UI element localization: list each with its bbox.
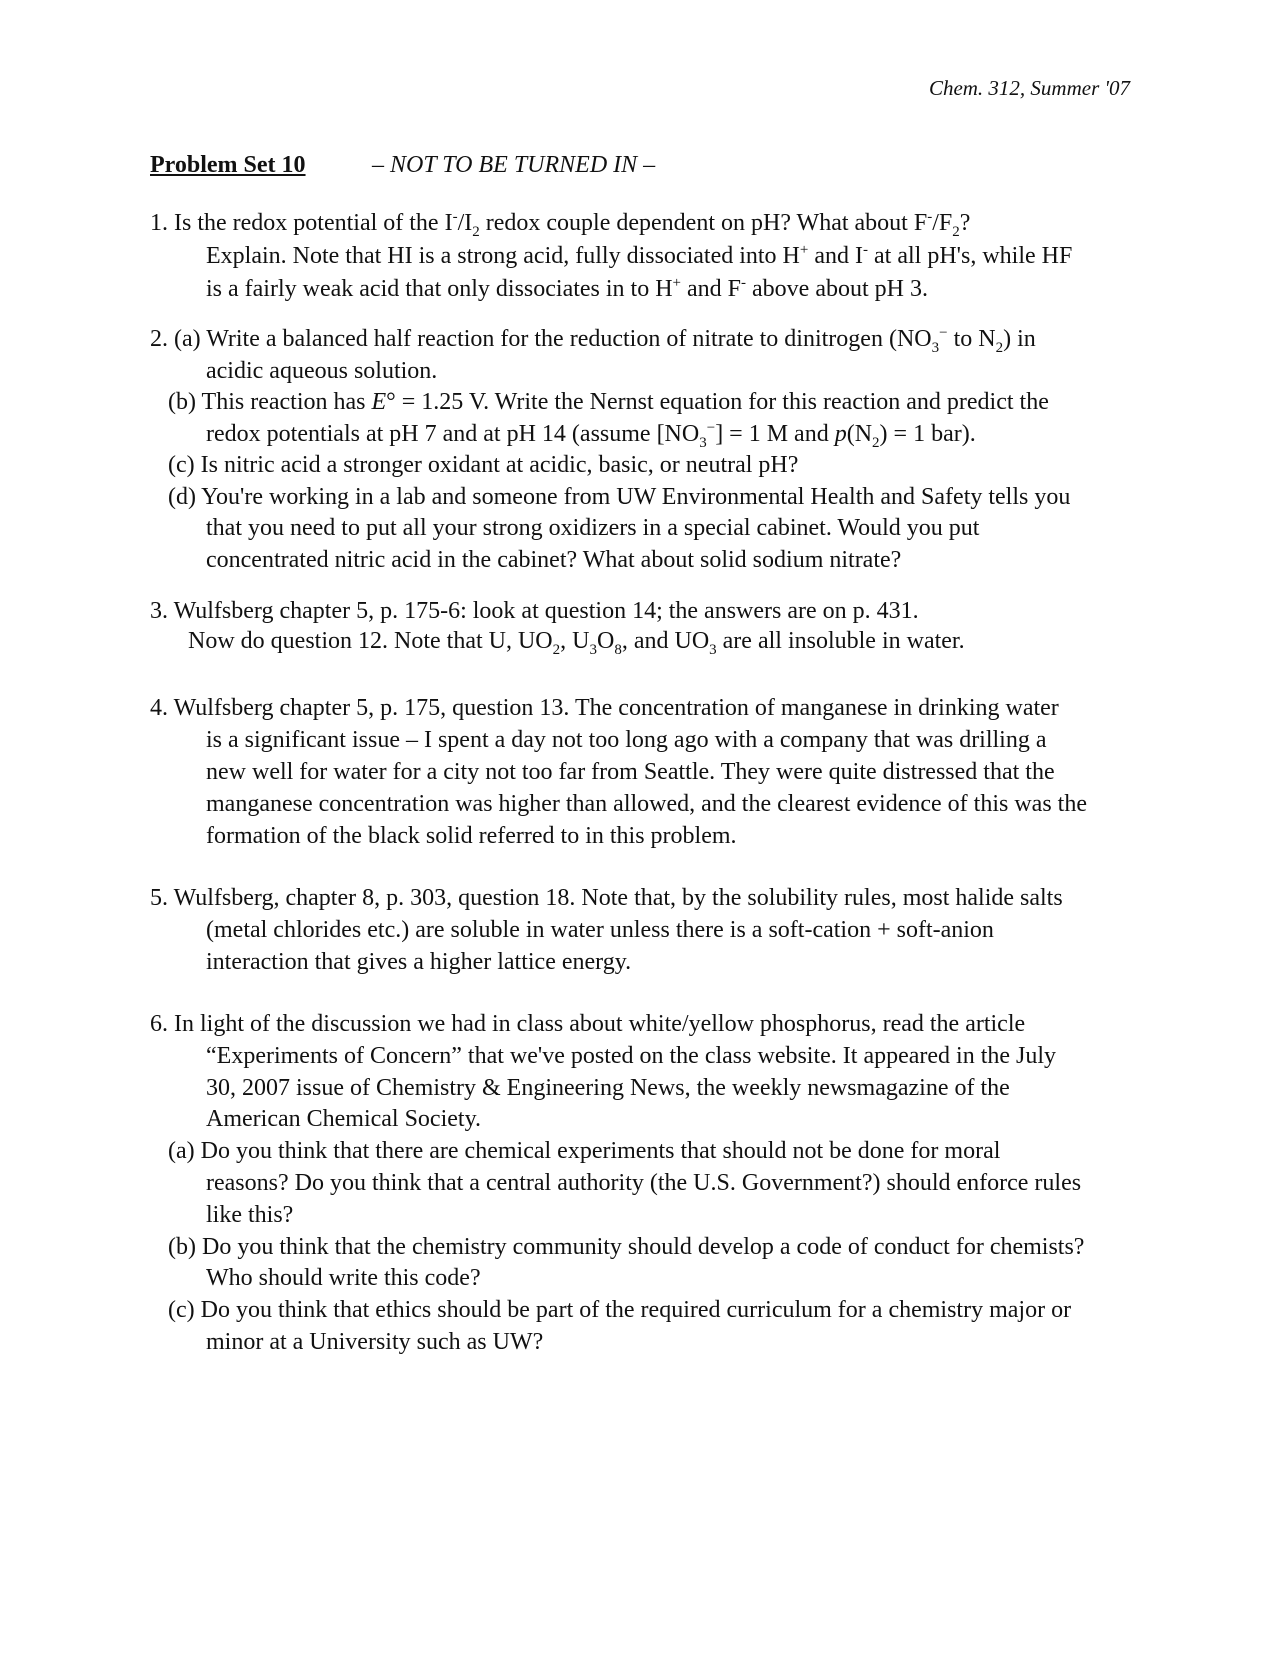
- q5-line-1: 5. Wulfsberg, chapter 8, p. 303, question 18. Note that, by the solubility rules, most halide salts: [150, 885, 1063, 911]
- course-header: Chem. 312, Summer '07: [928, 76, 1130, 100]
- q6a-line-2: reasons? Do you think that a central authority (the U.S. Government?) should enforce rules: [206, 1169, 1082, 1196]
- q6-line-4: American Chemical Society.: [206, 1106, 482, 1133]
- q2d-line-2: that you need to put all your strong oxidizers in a special cabinet. Would you put: [206, 515, 980, 541]
- q6a-line-1: (a) Do you think that there are chemical experiments that should not be done for moral: [168, 1138, 1001, 1165]
- q3-line-1: 3. Wulfsberg chapter 5, p. 175-6: look at question 14; the answers are on p. 431.: [150, 598, 919, 624]
- q6c-line-1: (c) Do you think that ethics should be part of the required curriculum for a chemistry major or: [168, 1297, 1072, 1324]
- question-4: [150, 692, 1140, 852]
- q1-line-1: 1. Is the redox potential of the $I^-/I_2$ redox couple dependent on pH? What about $F^-/F_2$?: [150, 209, 971, 240]
- q6-line-2: “Experiments of Concern” that we've posted on the class website. It appeared in the July: [206, 1042, 1057, 1069]
- q2b-line-1: (b) This reaction has E° = 1.25 V. Write the Nernst equation for this reaction and predict the: [168, 389, 1049, 415]
- question-5: [150, 882, 1140, 978]
- q6b-line-1: (b) Do you think that the chemistry community should develop a code of conduct for chemists?: [168, 1233, 1085, 1260]
- not-turned-in-notice: – NOT TO BE TURNED IN –: [372, 152, 656, 178]
- q2a-line-2: acidic aqueous solution.: [206, 357, 438, 384]
- title-row: [150, 149, 1150, 182]
- page-title: Problem Set 10: [150, 152, 306, 178]
- q4-line-3: new well for water for a city not too far from Seattle. They were quite distressed that the: [206, 759, 1055, 785]
- q2d-line-3: concentrated nitric acid in the cabinet? What about solid sodium nitrate?: [206, 546, 902, 573]
- q6b-line-2: Who should write this code?: [206, 1265, 481, 1292]
- q4-line-1: 4. Wulfsberg chapter 5, p. 175, question 13. The concentration of manganese in drinking water: [150, 695, 1059, 721]
- question-1: [150, 207, 1140, 306]
- q1-line-3: is a fairly weak acid that only dissociates in to H+ and F- above about pH 3.: [206, 275, 928, 302]
- q5-line-3: interaction that gives a higher lattice energy.: [206, 949, 632, 975]
- q2a-line-1: 2. (a) Write a balanced half reaction for the reduction of nitrate to dinitrogen ($NO_3^-$ to $N_2$) in: [150, 325, 1036, 356]
- q5-line-2: (metal chlorides etc.) are soluble in water unless there is a soft-cation + soft-anion: [206, 917, 994, 943]
- q6c-line-2: minor at a University such as UW?: [206, 1328, 544, 1355]
- q2d-line-1: (d) You're working in a lab and someone from UW Environmental Health and Safety tells you: [168, 483, 1071, 510]
- q2b-line-2: redox potentials at pH 7 and at pH 14 (assume $[NO_3^-] = 1$ M and $p(N_2) = 1$ bar).: [206, 419, 976, 451]
- q3-line-2: Now do question 12. Note that U, $UO_2$, $U_3O_8$, and $UO_3$ are all insoluble in water.: [188, 628, 965, 658]
- q4-line-4: manganese concentration was higher than allowed, and the clearest evidence of this was the: [206, 791, 1087, 817]
- q4-line-2: is a significant issue – I spent a day not too long ago with a company that was drilling a: [206, 727, 1047, 753]
- q6a-line-3: like this?: [206, 1201, 294, 1228]
- q1-line-2: Explain. Note that HI is a strong acid, fully dissociated into H+ and I- at all pH's, while HF: [206, 242, 1073, 269]
- q6-line-3: 30, 2007 issue of Chemistry & Engineering News, the weekly newsmagazine of the: [206, 1074, 1010, 1101]
- question-3: [150, 596, 1140, 656]
- q6-line-1: 6. In light of the discussion we had in class about white/yellow phosphorus, read the article: [150, 1011, 1026, 1037]
- question-2: [150, 324, 1140, 576]
- q2c-line: (c) Is nitric acid a stronger oxidant at acidic, basic, or neutral pH?: [168, 452, 799, 478]
- question-6: [150, 1009, 1140, 1359]
- q4-line-5: formation of the black solid referred to in this problem.: [206, 823, 737, 849]
